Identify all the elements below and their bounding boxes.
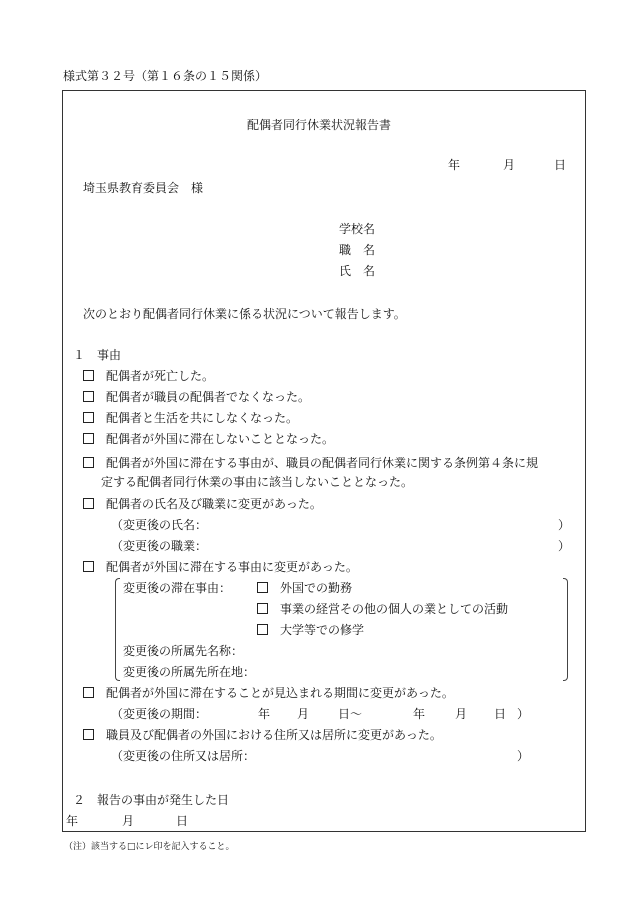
reason-not-living-together: 配偶者と生活を共にしなくなった。: [83, 410, 298, 426]
reason-no-longer-spouse: 配偶者が職員の配偶者でなくなった。: [83, 389, 310, 405]
reason-deceased: 配偶者が死亡した。: [83, 368, 214, 384]
address-close: ）: [517, 749, 530, 763]
checkbox[interactable]: [83, 370, 94, 381]
occurrence-day: 日: [176, 814, 189, 828]
affiliation-name-label: 変更後の所属先名称：: [123, 644, 244, 658]
sender-position: 職 名: [339, 243, 376, 257]
period-year2: 年: [413, 707, 426, 721]
occurrence-month: 月: [122, 814, 135, 828]
stay-option-work: 外国での勤務: [257, 580, 352, 596]
occurrence-year: 年: [66, 814, 79, 828]
period-day-tilde: 日～: [338, 707, 363, 721]
form-number: 様式第３２号（第１６条の１５関係）: [63, 69, 268, 83]
checkbox[interactable]: [83, 498, 94, 509]
reason-not-staying-abroad: 配偶者が外国に滞在しないこととなった。: [83, 431, 334, 447]
section1-heading: １ 事由: [73, 348, 122, 362]
date-day: 日: [554, 158, 567, 172]
reason-not-qualifying: 配偶者が外国に滞在する事由が、職員の配偶者同行休業に関する条例第４条に規: [83, 455, 538, 471]
date-month: 月: [503, 158, 516, 172]
period-year: 年: [258, 707, 271, 721]
sender-name: 氏 名: [339, 264, 376, 278]
document-title: 配偶者同行休業状況報告書: [247, 118, 392, 132]
stay-reason-label: 変更後の滞在事由：: [123, 581, 232, 595]
checkbox[interactable]: [83, 412, 94, 423]
changed-name-close: ）: [558, 518, 571, 532]
period-month2: 月: [455, 707, 468, 721]
stay-option-business: 事業の経営その他の個人の業としての活動: [257, 601, 508, 617]
checkbox[interactable]: [83, 729, 94, 740]
date-year: 年: [448, 158, 461, 172]
period-close: ）: [517, 707, 530, 721]
changed-job-close: ）: [558, 539, 571, 553]
checkbox[interactable]: [83, 457, 94, 468]
reason-not-qualifying-cont: 定する配偶者同行休業の事由に該当しないこととなった。: [101, 475, 414, 489]
period-label: （変更後の期間：: [111, 707, 208, 721]
checkbox[interactable]: [83, 561, 94, 572]
reason-address-change: 職員及び配偶者の外国における住所又は居所に変更があった。: [83, 727, 442, 743]
reason-period-change: 配偶者が外国に滞在することが見込まれる期間に変更があった。: [83, 685, 454, 701]
changed-job-label: （変更後の職業：: [111, 539, 208, 553]
left-bracket: [115, 578, 120, 681]
checkbox[interactable]: [257, 603, 268, 614]
stay-option-study: 大学等での修学: [257, 622, 364, 638]
reason-name-job-change: 配偶者の氏名及び職業に変更があった。: [83, 496, 322, 512]
affiliation-address-label: 変更後の所属先所在地：: [123, 665, 256, 679]
addressee: 埼玉県教育委員会 様: [83, 181, 204, 195]
address-label: （変更後の住所又は居所：: [111, 749, 256, 763]
intro-text: 次のとおり配偶者同行休業に係る状況について報告します。: [83, 307, 406, 321]
period-day2: 日: [494, 707, 507, 721]
section2-heading: ２ 報告の事由が発生した日: [73, 793, 230, 807]
reason-stay-change: 配偶者が外国に滞在する事由に変更があった。: [83, 559, 358, 575]
changed-name-label: （変更後の氏名：: [111, 518, 208, 532]
period-month: 月: [297, 707, 310, 721]
checkbox[interactable]: [83, 391, 94, 402]
checkbox[interactable]: [257, 582, 268, 593]
sender-school: 学校名: [339, 222, 376, 236]
right-bracket: [563, 578, 568, 681]
checkbox[interactable]: [83, 433, 94, 444]
footnote: （注）該当する□にレ印を記入すること。: [64, 842, 235, 852]
checkbox[interactable]: [83, 687, 94, 698]
checkbox[interactable]: [257, 624, 268, 635]
